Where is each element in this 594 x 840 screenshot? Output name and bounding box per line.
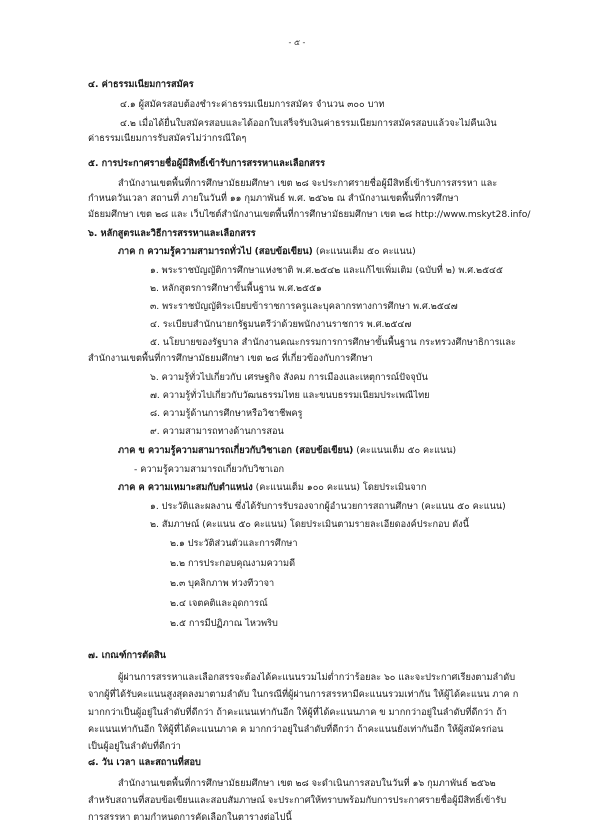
part-a-item: ๑. พระราชบัญญัติการศึกษาแห่งชาติ พ.ศ.๒๕๔๒ และแก้ไขเพิ่มเติม (ฉบับที่ ๒) พ.ศ.๒๕๔๕ xyxy=(150,265,503,276)
part-b-item: - ความรู้ความสามารถเกี่ยวกับวิชาเอก xyxy=(134,464,285,475)
section-8-line: สำหรับสถานที่สอบข้อเขียนและสอบสัมภาษณ์ จะประกาศให้ทราบพร้อมกับการประกาศรายชื่อผู้มีสิทธิ์เข้ารับ xyxy=(88,795,507,806)
part-c-heading xyxy=(118,482,426,494)
section-7-line: ผู้ผ่านการสรรหาและเลือกสรรจะต้องได้คะแนนรวมไม่ต่ำกว่าร้อยละ ๖๐ และจะประกาศเรียงตามลำดับ xyxy=(118,672,516,683)
part-c-score: (คะแนนเต็ม ๑๐๐ คะแนน) โดยประเมินจาก xyxy=(255,482,427,493)
part-a-item: ๕. นโยบายของรัฐบาล สำนักงานคณะกรรมการการศึกษาขั้นพื้นฐาน กระทรวงศึกษาธิการและ xyxy=(150,337,516,348)
section-4-item-2: ๔.๒ เมื่อได้ยื่นใบสมัครสอบและได้ออกใบเสร็จรับเงินค่าธรรมเนียมการสมัครสอบแล้วจะไม่คืนเงิน xyxy=(120,118,497,129)
section-4-item-2-cont: ค่าธรรมเนียมการรับสมัครไม่ว่ากรณีใดๆ xyxy=(88,133,247,144)
part-c-subitem: ๒.๓ บุคลิกภาพ ท่วงทีวาจา xyxy=(170,578,275,589)
section-5-line-2: กำหนดวันเวลา สถานที่ ภายในวันที่ ๑๑ กุมภาพันธ์ พ.ศ. ๒๕๖๒ ณ สำนักงานเขตพื้นที่การศึกษา xyxy=(88,193,459,204)
section-7-line: เป็นผู้อยู่ในลำดับที่ดีกว่า xyxy=(88,741,181,752)
part-a-score: (คะแนนเต็ม ๕๐ คะแนน) xyxy=(315,246,416,257)
part-a-item: ๔. ระเบียบสำนักนายกรัฐมนตรีว่าด้วยพนักงานราชการ พ.ศ.๒๕๔๗ xyxy=(150,319,412,330)
part-a-title: ภาค ก ความรู้ความสามารถทั่วไป (สอบข้อเขียน) xyxy=(118,246,313,257)
section-8-title: ๘. วัน เวลา และสถานที่สอบ xyxy=(88,757,201,768)
section-8-line: การสรรหา ตามกำหนดการคัดเลือกในตารางต่อไปนี้ xyxy=(88,812,292,823)
part-a-item: ๗. ความรู้ทั่วไปเกี่ยวกับวัฒนธรรมไทย และขนบธรรมเนียมประเพณีไทย xyxy=(150,390,430,401)
part-c-subitem: ๒.๔ เจตคติและอุดการณ์ xyxy=(170,598,268,609)
part-c-item: ๑. ประวัติและผลงาน ซึ่งได้รับการรับรองจากผู้อำนวยการสถานศึกษา (คะแนน ๕๐ คะแนน) xyxy=(150,501,506,512)
section-8-line: สำนักงานเขตพื้นที่การศึกษามัธยมศึกษา เขต ๒๘ จะดำเนินการสอบในวันที่ ๑๖ กุมภาพันธ์ ๒๕๖๒ xyxy=(118,778,496,789)
section-6-title: ๖. หลักสูตรและวิธีการสรรหาและเลือกสรร xyxy=(88,228,256,239)
part-b-title: ภาค ข ความรู้ความสามารถเกี่ยวกับวิชาเอก (สอบข้อเขียน) xyxy=(118,445,354,456)
section-7-line: มากกว่าเป็นผู้อยู่ในลำดับที่ดีกว่า ถ้าคะแนนเท่ากันอีก ให้ผู้ที่ได้คะแนนภาค ข มากกว่าอยู่ในลำดับที่ดีกว่า ถ้า xyxy=(88,707,507,718)
part-c-subitem: ๒.๕ การมีปฏิภาณ ไหวพริบ xyxy=(170,618,278,629)
part-c-item: ๒. สัมภาษณ์ (คะแนน ๕๐ คะแนน) โดยประเมินตามรายละเอียดองค์ประกอบ ดังนี้ xyxy=(150,519,470,530)
section-5-line-3: มัธยมศึกษา เขต ๒๘ และ เว็บไซต์สำนักงานเขตพื้นที่การศึกษามัธยมศึกษา เขต ๒๘ http://www.mskyt28.info/ xyxy=(88,209,531,220)
section-7-line: จากผู้ที่ได้รับคะแนนสูงสุดลงมาตามลำดับ ในกรณีที่ผู้ผ่านการสรรหามีคะแนนรวมเท่ากัน ให้ผู้ได้คะแนน ภาค ก xyxy=(88,689,519,700)
section-5-title: ๕. การประกาศรายชื่อผู้มีสิทธิ์เข้ารับการสรรหาและเลือกสรร xyxy=(88,158,326,169)
part-b-score: (คะแนนเต็ม ๕๐ คะแนน) xyxy=(356,445,457,456)
part-a-item: ๒. หลักสูตรการศึกษาขั้นพื้นฐาน พ.ศ.๒๕๕๑ xyxy=(150,283,322,294)
part-a-item: ๘. ความรู้ด้านการศึกษาหรือวิชาชีพครู xyxy=(150,408,303,419)
page-number: - ๕ - xyxy=(288,38,306,47)
section-4-item-1: ๔.๑ ผู้สมัครสอบต้องชำระค่าธรรมเนียมการสมัคร จำนวน ๓๐๐ บาท xyxy=(120,99,385,110)
part-a-item: ๓. พระราชบัญญัติระเบียบข้าราชการครูและบุคลากรทางการศึกษา พ.ศ.๒๕๔๗ xyxy=(150,301,458,312)
part-a-heading xyxy=(118,246,416,258)
part-c-subitem: ๒.๒ การประกอบคุณงามความดี xyxy=(170,558,296,569)
part-a-item-cont: สำนักงานเขตพื้นที่การศึกษามัธยมศึกษา เขต ๒๘ ที่เกี่ยวข้องกับการศึกษา xyxy=(88,353,373,364)
part-a-item: ๖. ความรู้ทั่วไปเกี่ยวกับ เศรษฐกิจ สังคม การเมืองและเหตุการณ์ปัจจุบัน xyxy=(150,372,428,383)
part-b-heading xyxy=(118,445,456,457)
section-7-line: คะแนนเท่ากันอีก ให้ผู้ที่ได้คะแนนภาค ค มากกว่าอยู่ในลำดับที่ดีกว่า ถ้าคะแนนยังเท่ากันอีก ให้ผู้สมัครก่อน xyxy=(88,724,504,735)
section-5-line-1: สำนักงานเขตพื้นที่การศึกษามัธยมศึกษา เขต ๒๘ จะประกาศรายชื่อผู้มีสิทธิ์เข้ารับการสรรหา และ xyxy=(118,178,498,189)
part-c-title: ภาค ค ความเหมาะสมกับตำแหน่ง xyxy=(118,482,253,493)
section-7-title: ๗. เกณฑ์การตัดสิน xyxy=(88,650,166,661)
part-c-subitem: ๒.๑ ประวัติส่วนตัวและการศึกษา xyxy=(170,538,298,549)
part-a-item: ๙. ความสามารถทางด้านการสอน xyxy=(150,426,284,437)
section-4-title: ๔. ค่าธรรมเนียมการสมัคร xyxy=(88,79,194,90)
